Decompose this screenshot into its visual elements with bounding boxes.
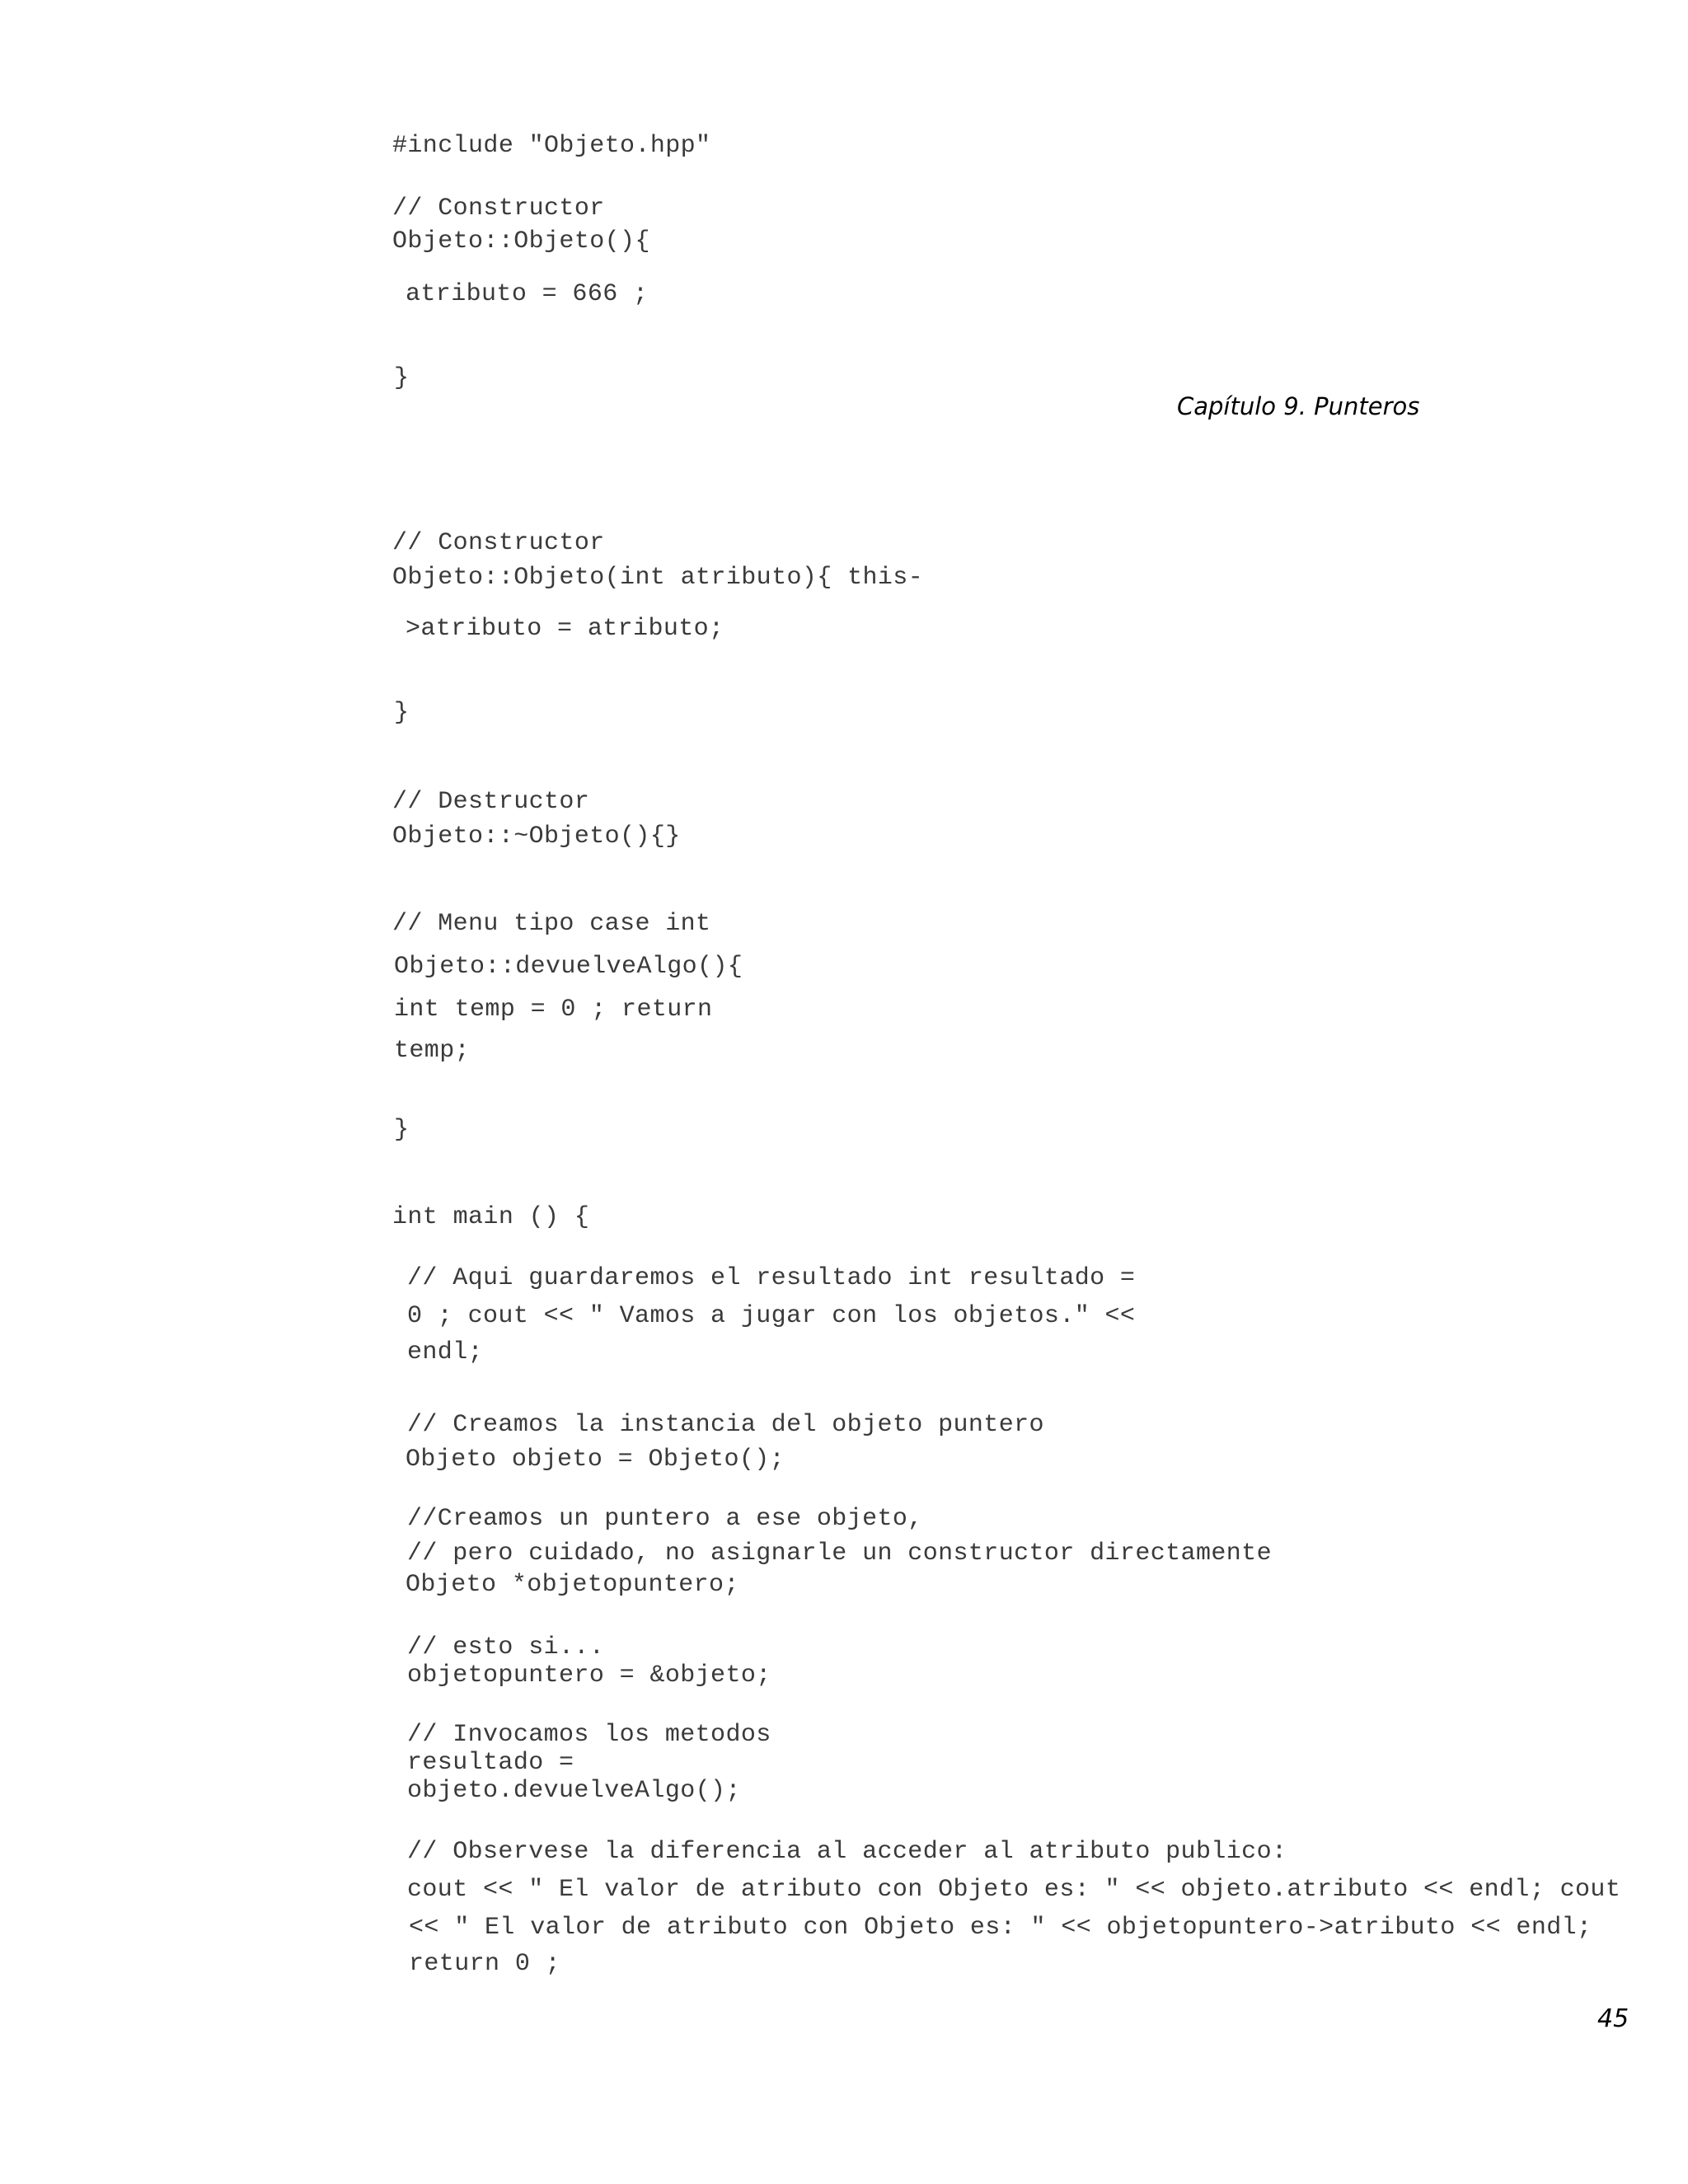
code-line: Objeto objeto = Objeto(); xyxy=(406,1446,785,1474)
code-comment: // pero cuidado, no asignarle un constructor directamente xyxy=(407,1540,1272,1568)
code-line: } xyxy=(394,1116,410,1144)
code-line: Objeto::Objeto(int atributo){ this- xyxy=(392,564,924,592)
code-line: cout << " El valor de atributo con Objeto es: " << objeto.atributo << endl; cout xyxy=(407,1876,1621,1904)
code-line: int main () { xyxy=(392,1203,590,1231)
code-comment: // Invocamos los metodos xyxy=(407,1721,771,1749)
code-line: objeto.devuelveAlgo(); xyxy=(407,1777,741,1805)
code-line: >atributo = atributo; xyxy=(406,615,724,643)
code-line: int temp = 0 ; return xyxy=(394,996,713,1024)
code-line: Objeto::~Objeto(){} xyxy=(392,823,681,851)
code-comment: // Observese la diferencia al acceder al atributo publico: xyxy=(407,1838,1287,1866)
code-comment: // esto si... xyxy=(407,1633,605,1661)
code-line: #include "Objeto.hpp" xyxy=(392,132,711,160)
code-comment: // Menu tipo case int xyxy=(392,910,711,938)
code-line: atributo = 666 ; xyxy=(406,280,649,308)
code-line: } xyxy=(394,699,410,727)
code-line: return 0 ; xyxy=(409,1950,561,1978)
code-line: } xyxy=(394,364,410,392)
code-line: objetopuntero = &objeto; xyxy=(407,1661,771,1690)
code-line: 0 ; cout << " Vamos a jugar con los objetos." << xyxy=(407,1302,1136,1330)
code-line: << " El valor de atributo con Objeto es: " << objetopuntero->atributo << endl; xyxy=(409,1914,1592,1942)
chapter-header: Capítulo 9. Punteros xyxy=(1177,392,1420,420)
code-comment: // Constructor xyxy=(392,529,605,557)
code-comment: // Creamos la instancia del objeto puntero xyxy=(407,1411,1044,1439)
code-line: endl; xyxy=(407,1338,484,1366)
page-number: 45 xyxy=(1597,2004,1629,2033)
code-comment: //Creamos un puntero a ese objeto, xyxy=(407,1505,923,1533)
code-comment: // Destructor xyxy=(392,788,590,816)
code-line: resultado = xyxy=(407,1749,574,1777)
code-line: Objeto::Objeto(){ xyxy=(392,227,650,255)
code-line: temp; xyxy=(394,1037,471,1065)
code-line: Objeto *objetopuntero; xyxy=(406,1571,739,1599)
code-comment: // Aqui guardaremos el resultado int resultado = xyxy=(407,1264,1136,1292)
code-line: Objeto::devuelveAlgo(){ xyxy=(394,953,743,981)
code-comment: // Constructor xyxy=(392,194,605,223)
